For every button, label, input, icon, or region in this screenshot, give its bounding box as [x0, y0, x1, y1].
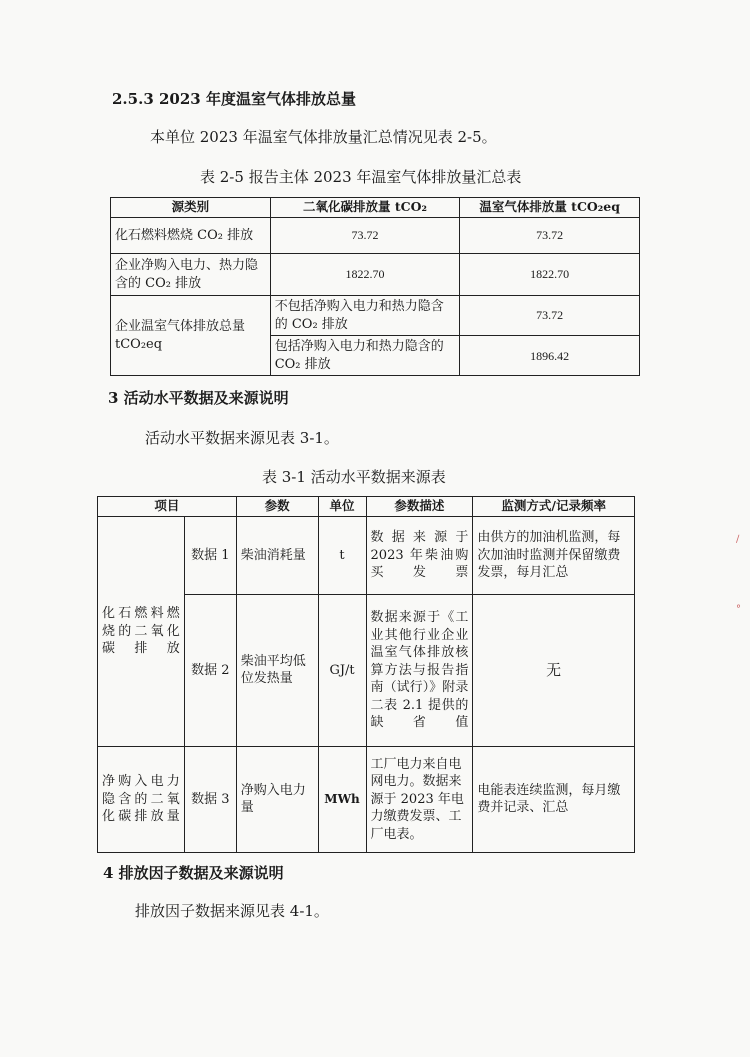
- table-cell: 数据来源于 2023 年柴油购买发票: [366, 516, 473, 594]
- section-heading-4: 4 排放因子数据及来源说明: [103, 864, 284, 882]
- table-cell: 净购入电力隐含的二氧化碳排放量: [98, 746, 185, 852]
- table-cell: 数据 3: [184, 746, 236, 852]
- table-cell: 由供方的加油机监测，每次加油时监测并保留缴费发票，每月汇总: [473, 516, 635, 594]
- table-2-5: [110, 197, 640, 376]
- table-cell: 1822.70: [460, 254, 640, 296]
- paragraph-intro-3: 活动水平数据来源见表 3-1。: [145, 429, 339, 447]
- table-cell: 包括净购入电力和热力隐含的 CO₂ 排放: [270, 336, 460, 376]
- table-3-1: [97, 496, 635, 853]
- table-header: 监测方式/记录频率: [473, 497, 635, 517]
- margin-scan-mark: ∕: [736, 534, 740, 545]
- table-header: 源类别: [111, 198, 271, 218]
- table-cell: MWh: [318, 746, 366, 852]
- table-header: 二氧化碳排放量 tCO₂: [270, 198, 460, 218]
- table-cell: 不包括净购入电力和热力隐含的 CO₂ 排放: [270, 296, 460, 336]
- table-cell: 数据 1: [184, 516, 236, 594]
- section-heading-3: 3 活动水平数据及来源说明: [108, 389, 289, 407]
- table-cell: 企业净购入电力、热力隐含的 CO₂ 排放: [111, 254, 271, 296]
- table-cell: 化石燃料燃烧的二氧化碳排放: [98, 516, 185, 746]
- table-cell: 73.72: [270, 218, 460, 254]
- table-cell: 73.72: [460, 218, 640, 254]
- table-cell: 柴油平均低位发热量: [236, 594, 318, 746]
- table-2-5-caption: 表 2-5 报告主体 2023 年温室气体排放量汇总表: [200, 168, 522, 186]
- paragraph-intro-2-5: 本单位 2023 年温室气体排放量汇总情况见表 2-5。: [150, 128, 497, 146]
- margin-scan-mark: °: [736, 604, 741, 615]
- table-cell: 化石燃料燃烧 CO₂ 排放: [111, 218, 271, 254]
- table-cell: 1822.70: [270, 254, 460, 296]
- table-cell: 73.72: [460, 296, 640, 336]
- table-header: 温室气体排放量 tCO₂eq: [460, 198, 640, 218]
- table-cell: t: [318, 516, 366, 594]
- table-header: 参数描述: [366, 497, 473, 517]
- table-header: 项目: [98, 497, 237, 517]
- table-cell: 净购入电力量: [236, 746, 318, 852]
- table-cell: 数据来源于《工业其他行业企业温室气体排放核算方法与报告指南（试行）》附录二表 2.1 提供的缺省值: [366, 594, 473, 746]
- table-cell: 柴油消耗量: [236, 516, 318, 594]
- table-cell: 1896.42: [460, 336, 640, 376]
- table-3-1-caption: 表 3-1 活动水平数据来源表: [262, 468, 446, 486]
- paragraph-intro-4: 排放因子数据来源见表 4-1。: [135, 902, 329, 920]
- table-cell: 无: [473, 594, 635, 746]
- section-heading-2-5-3: 2.5.3 2023 年度温室气体排放总量: [112, 90, 356, 108]
- table-header: 参数: [236, 497, 318, 517]
- table-cell: 电能表连续监测，每月缴费并记录、汇总: [473, 746, 635, 852]
- table-cell: 数据 2: [184, 594, 236, 746]
- table-cell: 工厂电力来自电网电力。数据来源于 2023 年电力缴费发票、工厂电表。: [366, 746, 473, 852]
- table-cell: 企业温室气体排放总量 tCO₂eq: [111, 296, 271, 376]
- table-cell: GJ/t: [318, 594, 366, 746]
- table-header: 单位: [318, 497, 366, 517]
